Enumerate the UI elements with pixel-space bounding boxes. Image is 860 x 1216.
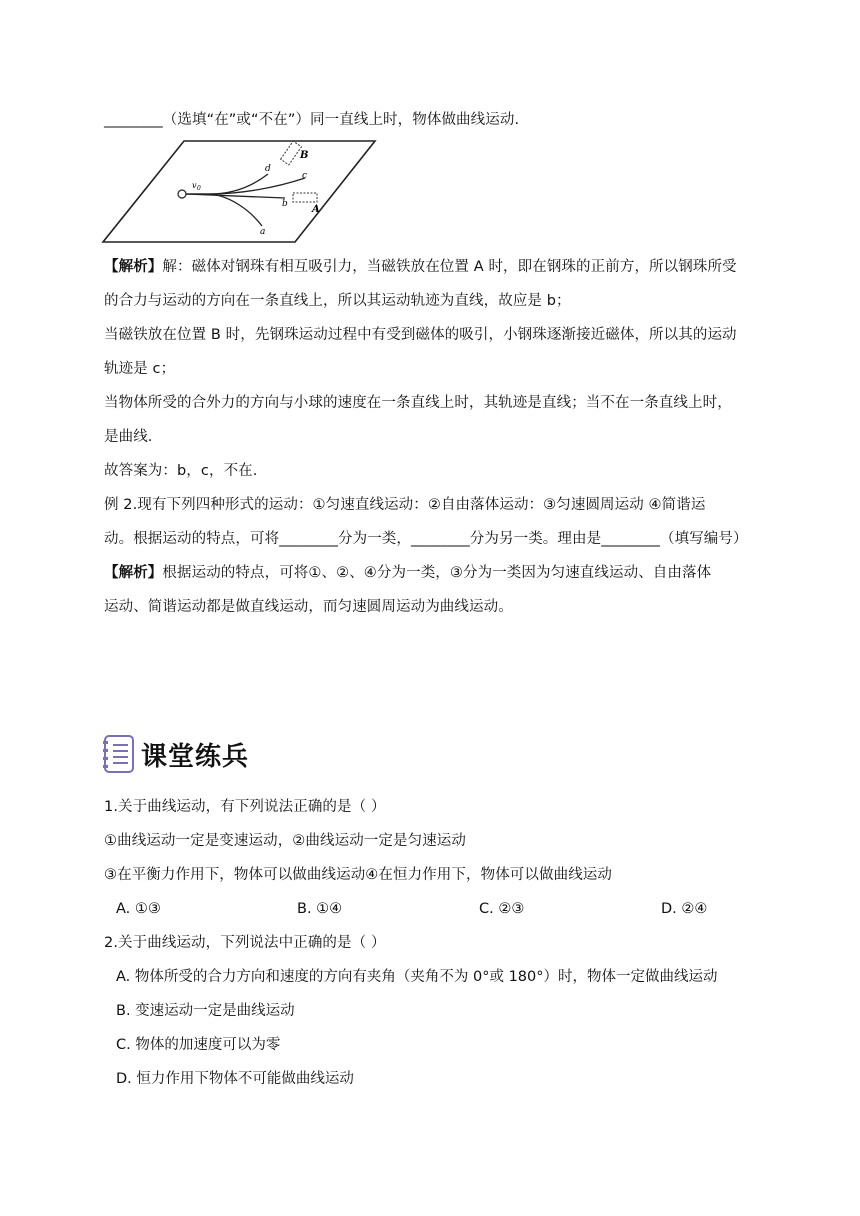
analysis2-text: 根据运动的特点，可将①、②、④分为一类，③分为一类因为匀速直线运动、自由落体 (162, 565, 712, 581)
q2-option-c: C. 物体的加速度可以为零 (116, 1037, 281, 1053)
question-continuation: ________（选填“在”或“不在”）同一直线上时，物体做曲线运动. (104, 112, 520, 128)
analysis1-line3: 当磁铁放在位置 B 时，先钢珠运动过程中有受到磁体的吸引，小钢珠逐渐接近磁体，所以其的运动 (104, 327, 737, 343)
notebook-icon (103, 734, 135, 774)
label-v0: v (192, 181, 197, 190)
q1-option-b: B. ①④ (297, 901, 343, 917)
analysis-tag: 【解析】 (104, 259, 163, 275)
analysis1-line1 (104, 257, 737, 277)
analysis1-text: 解：磁体对钢珠有相互吸引力，当磁铁放在位置 A 时，即在钢珠的正前方，所以钢珠所受 (162, 259, 737, 275)
analysis1-answer: 故答案为：b，c，不在. (104, 463, 258, 479)
q2-option-b: B. 变速运动一定是曲线运动 (116, 1003, 295, 1019)
trajectory-a (210, 194, 262, 226)
trajectory-figure (100, 138, 380, 246)
q1-option-a: A. ①③ (116, 901, 161, 917)
magnet-b (281, 141, 302, 165)
q2-option-a: A. 物体所受的合力方向和速度的方向有夹角（夹角不为 0°或 180°）时，物体一定做曲线运动 (116, 969, 718, 985)
label-d: d (265, 164, 271, 174)
section-title: 课堂练兵 (141, 741, 250, 772)
q1-stem: 1.关于曲线运动，有下列说法正确的是（ ） (104, 799, 386, 815)
example2-line1: 例 2.现有下列四种形式的运动：①匀速直线运动：②自由落体运动：③匀速圆周运动 ④简谐运 (104, 497, 706, 513)
steel-ball (178, 190, 186, 198)
analysis1-line4: 轨迹是 c； (104, 361, 176, 377)
q1-statement1: ①曲线运动一定是变速运动，②曲线运动一定是匀速运动 (104, 833, 466, 849)
label-c: c (302, 171, 308, 181)
analysis2-line1 (104, 563, 711, 583)
q2-stem: 2.关于曲线运动，下列说法中正确的是（ ） (104, 935, 386, 951)
label-a: a (260, 227, 266, 237)
analysis1-line2: 的合力与运动的方向在一条直线上，所以其运动轨迹为直线，故应是 b； (104, 293, 571, 309)
trajectory-b (186, 194, 285, 198)
q1-option-d: D. ②④ (661, 901, 708, 917)
magnet-a (293, 193, 317, 202)
analysis2-line2: 运动、简谐运动都是做直线运动，而匀速圆周运动为曲线运动。 (104, 599, 513, 615)
q1-statement2: ③在平衡力作用下，物体可以做曲线运动④在恒力作用下，物体可以做曲线运动 (104, 867, 612, 883)
plane-outline (103, 141, 375, 242)
label-a-magnet: A (312, 204, 320, 215)
analysis1-line5: 当物体所受的合外力的方向与小球的速度在一条直线上时，其轨迹是直线；当不在一条直线上时， (104, 395, 732, 411)
q1-option-c: C. ②③ (479, 901, 525, 917)
label-b-magnet: B (300, 150, 309, 161)
analysis-tag: 【解析】 (104, 565, 163, 581)
q2-option-d: D. 恒力作用下物体不可能做曲线运动 (116, 1071, 354, 1087)
trajectory-c (186, 178, 305, 194)
example2-line2: 动。根据运动的特点，可将________分为一类，________分为另一类。理由是________（填写编号） (104, 531, 748, 547)
label-v0-sub: 0 (197, 185, 201, 192)
label-b: b (282, 199, 288, 209)
section-header (103, 732, 249, 776)
analysis1-line6: 是曲线. (104, 429, 153, 445)
